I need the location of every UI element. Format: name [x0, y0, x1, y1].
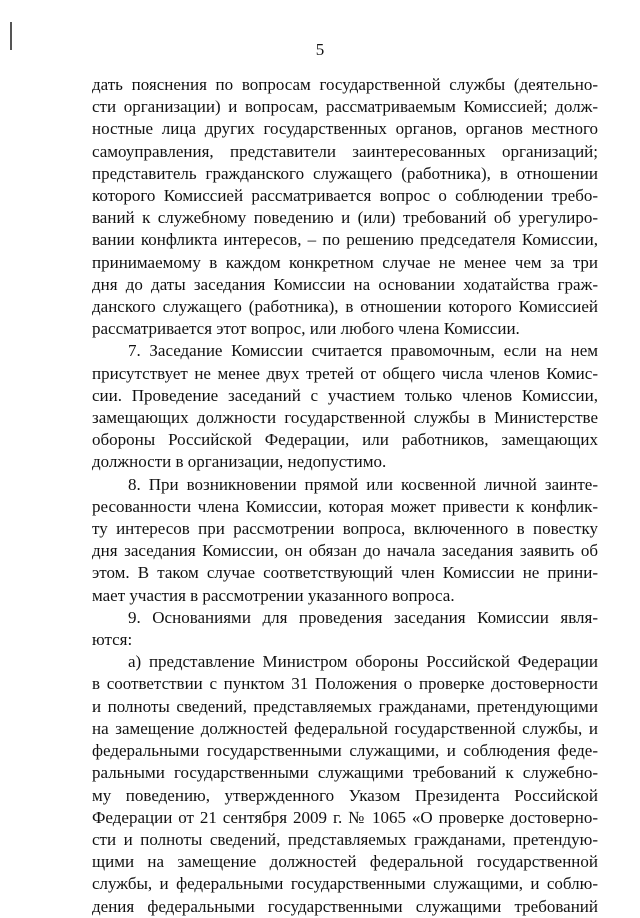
- text-line: присутствует не менее двух третей от общего числа членов Комис-: [92, 363, 598, 383]
- document-body: [92, 74, 598, 918]
- paragraph: [92, 474, 598, 607]
- text-line: данского служащего (работника), в отношении которого Комиссией: [92, 297, 598, 317]
- paragraph: [92, 607, 598, 651]
- text-line: мает участия в рассмотрении указанного вопроса.: [92, 585, 455, 605]
- text-line: Федерации от 21 сентября 2009 г. № 1065 «О проверке достоверно-: [92, 807, 598, 827]
- text-line: а) представление Министром обороны Российской Федерации: [128, 652, 598, 672]
- text-line: федеральными государственными служащими, и соблюдения феде-: [92, 741, 598, 761]
- text-line: представитель гражданского служащего (работника), в отношении: [92, 163, 598, 183]
- text-line: щими на замещение должностей федеральной государственной: [92, 852, 598, 872]
- text-line: дня заседания Комиссии, он обязан до начала заседания заявить об: [92, 541, 598, 561]
- text-line: му поведению, утвержденного Указом Президента Российской: [92, 785, 598, 805]
- text-line: которого Комиссией рассматривается вопрос о соблюдении требо-: [92, 186, 598, 206]
- text-line: рассматривается этот вопрос, или любого члена Комиссии.: [92, 319, 520, 339]
- text-line: сии. Проведение заседаний с участием только членов Комиссии,: [92, 385, 598, 405]
- text-line: на замещение должностей федеральной государственной службы, и: [92, 718, 598, 738]
- text-line: этом. В таком случае соответствующий член Комиссии не прини-: [92, 563, 598, 583]
- text-line: ту интересов при рассмотрении вопроса, включенного в повестку: [92, 519, 598, 539]
- text-line: ются:: [92, 630, 133, 650]
- text-line: дать пояснения по вопросам государственной службы (деятельно-: [92, 75, 598, 94]
- text-line: обороны Российской Федерации, или работников, замещающих: [92, 430, 598, 450]
- text-line: 9. Основаниями для проведения заседания Комиссии явля-: [128, 607, 598, 627]
- text-line: в соответствии с пунктом 31 Положения о проверке достоверности: [92, 674, 598, 694]
- text-line: самоуправления, представители заинтересованных организаций;: [92, 141, 598, 161]
- text-line: сти организации) и вопросам, рассматриваемым Комиссией; долж-: [92, 97, 598, 117]
- paragraph: [92, 651, 598, 917]
- text-line: 8. При возникновении прямой или косвенной личной заинте-: [128, 474, 598, 494]
- paragraph: [92, 340, 598, 473]
- paragraph: [92, 74, 598, 340]
- text-line: вании конфликта интересов, – по решению председателя Комиссии,: [92, 230, 598, 250]
- text-line: ностные лица других государственных органов, органов местного: [92, 119, 598, 139]
- text-line: ральными государственными служащими требований к служебно-: [92, 763, 598, 783]
- text-line: дня до даты заседания Комиссии на основании ходатайства граж-: [92, 274, 598, 294]
- text-line: службы, и федеральными государственными служащими, и соблю-: [92, 874, 598, 894]
- text-line: принимаемому в каждом конкретном случае не менее чем за три: [92, 252, 598, 272]
- text-line: должности в организации, недопустимо.: [92, 452, 387, 472]
- text-line: и полноты сведений, представляемых гражданами, претендующими: [92, 696, 598, 716]
- text-line: замещающих должности государственной службы в Министерстве: [92, 408, 598, 428]
- text-line: дения федеральными государственными служащими требований: [92, 896, 598, 916]
- text-line: сти и полноты сведений, представляемых гражданами, претендую-: [92, 829, 598, 849]
- text-line: ресованности члена Комиссии, которая может привести к конфлик-: [92, 496, 598, 516]
- page-number: 5: [315, 40, 325, 59]
- text-line: 7. Заседание Комиссии считается правомочным, если на нем: [128, 341, 598, 361]
- text-line: ваний к служебному поведению и (или) требований об урегулиро-: [92, 208, 598, 228]
